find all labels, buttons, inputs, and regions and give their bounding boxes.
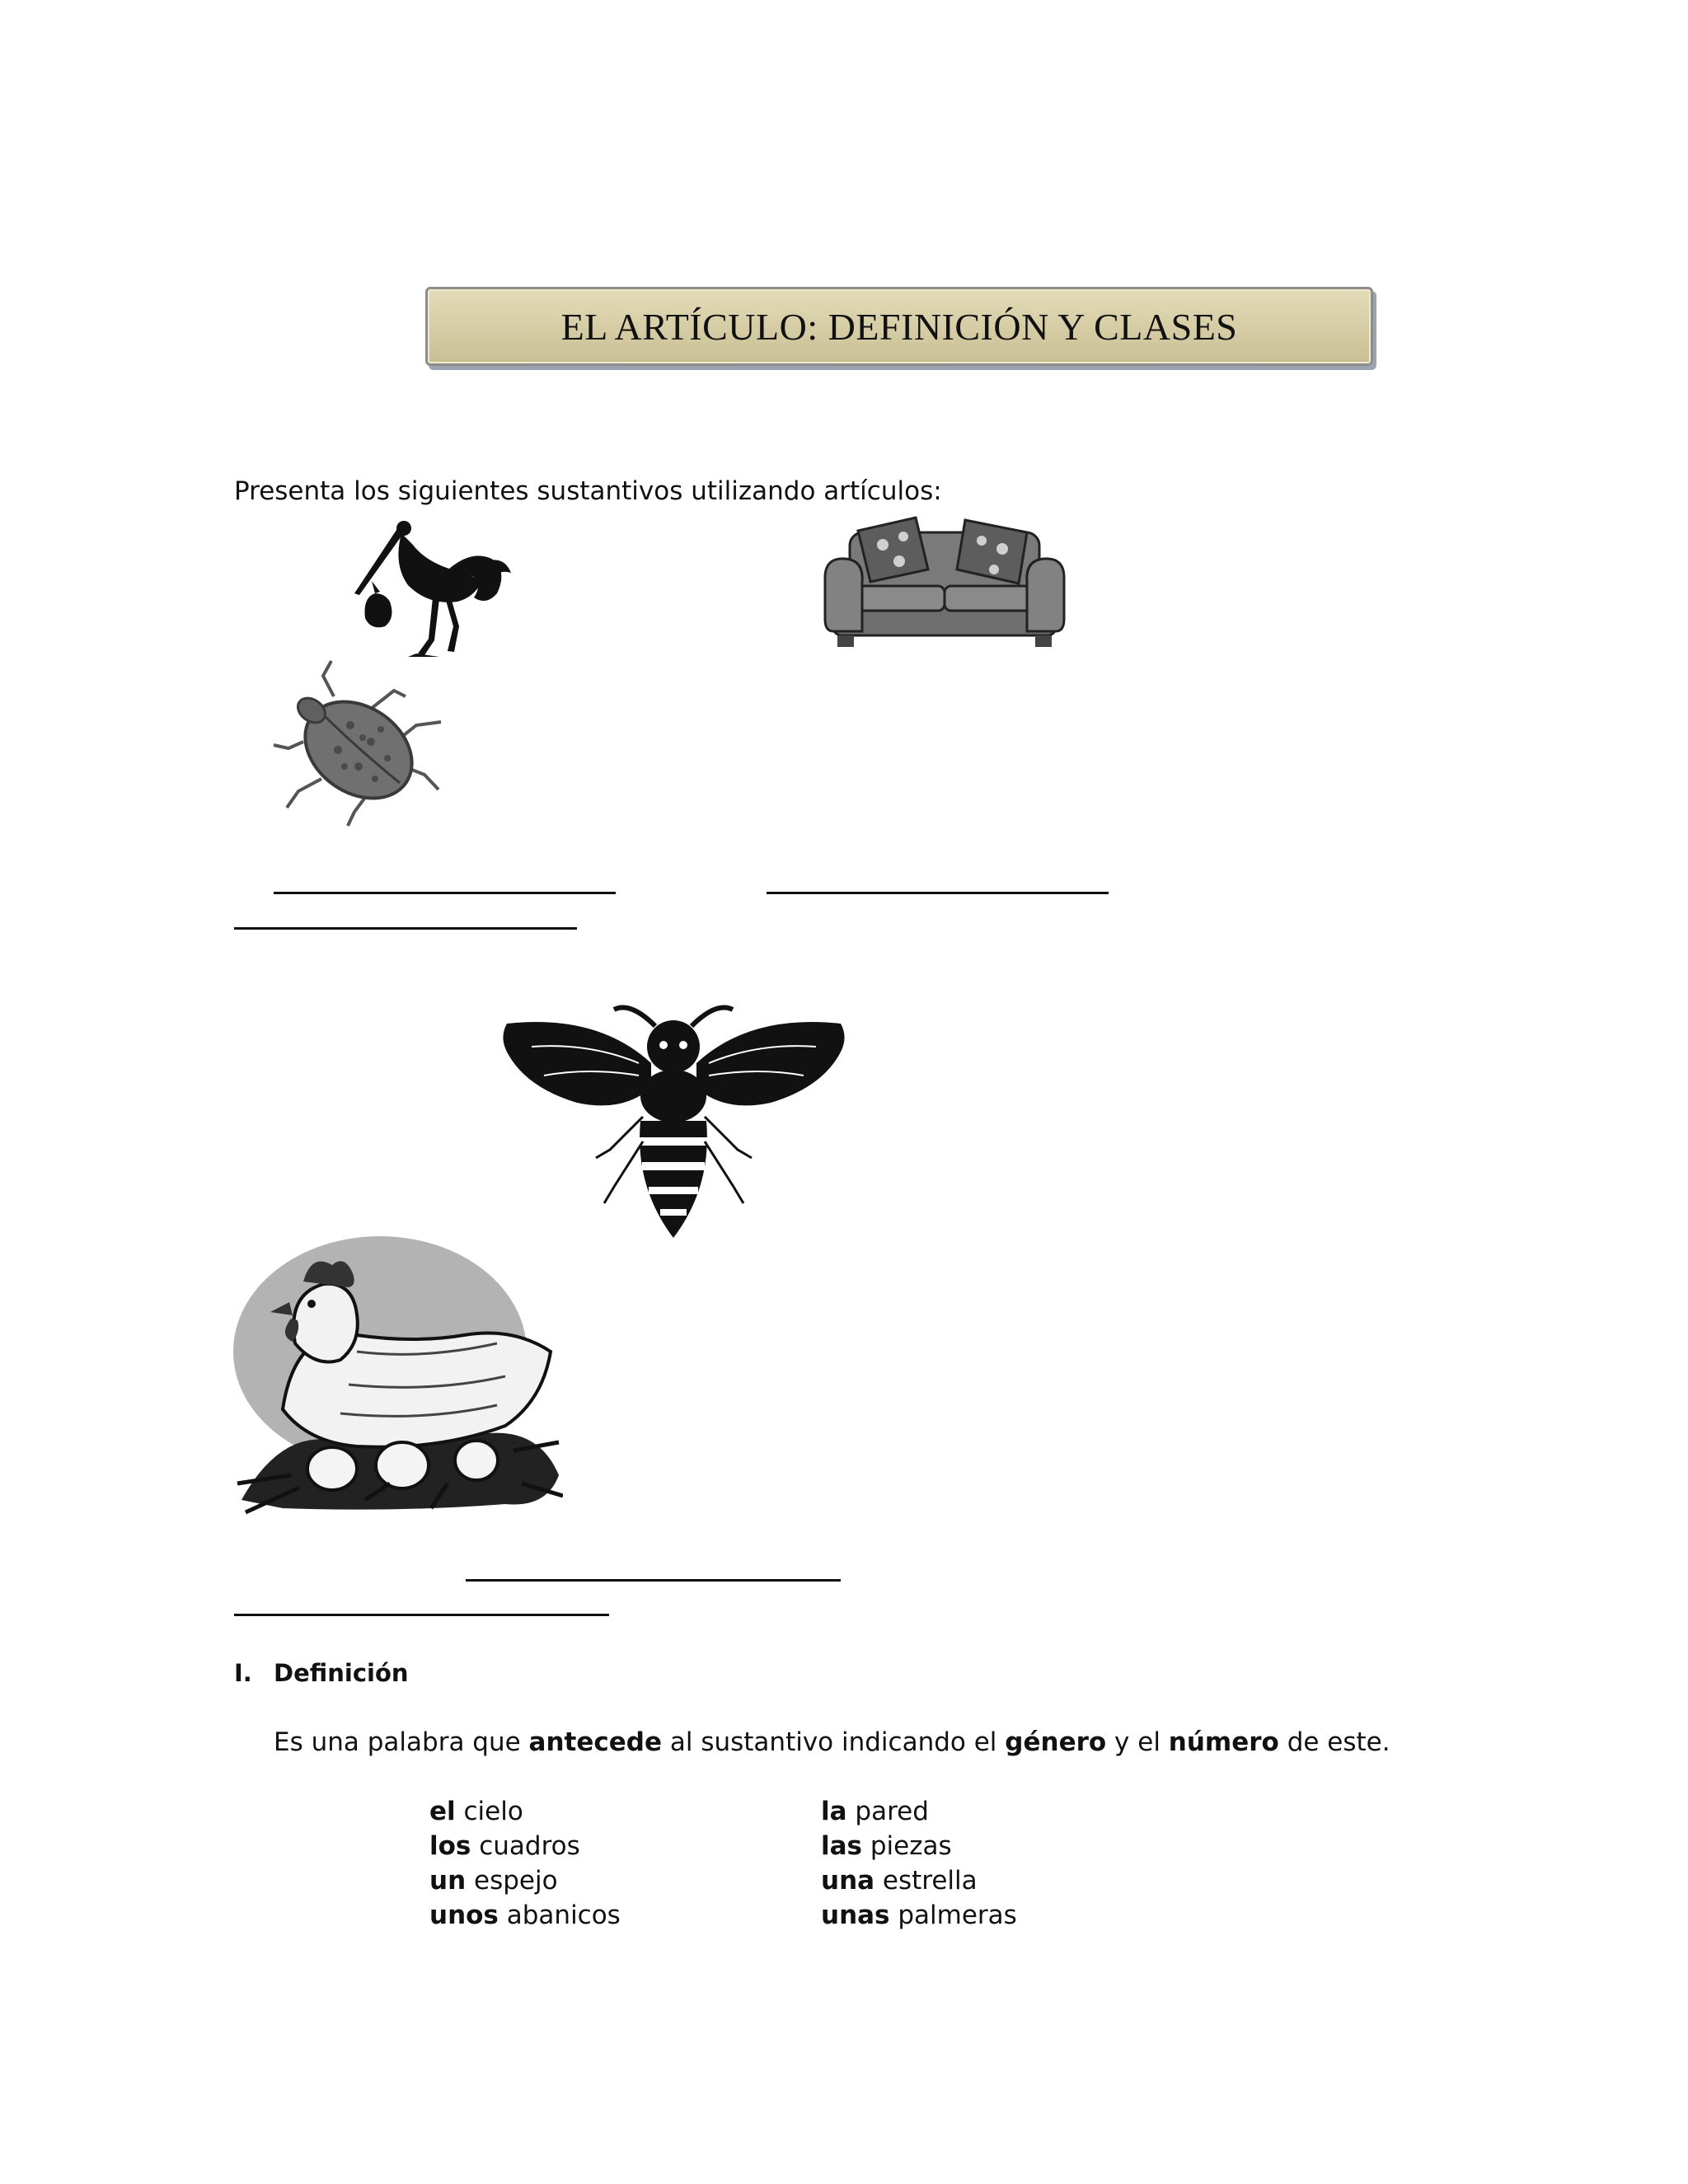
- examples-left-column: [429, 1794, 621, 1933]
- examples-right-column: [821, 1794, 1017, 1933]
- answer-blank-4[interactable]: [466, 1579, 841, 1582]
- bee-image: [499, 997, 849, 1244]
- instruction-text: Presenta los siguientes sustantivos utilizando artículos:: [234, 476, 942, 506]
- answer-blank-1[interactable]: [274, 892, 616, 894]
- section-number: I.: [234, 1659, 252, 1687]
- example-row: unos abanicos: [429, 1900, 621, 1930]
- example-row: un espejo: [429, 1866, 558, 1896]
- example-row: los cuadros: [429, 1831, 580, 1861]
- section-heading: Definición: [274, 1659, 409, 1687]
- answer-blank-5[interactable]: [234, 1614, 609, 1616]
- example-row: una estrella: [821, 1866, 978, 1896]
- example-row: unas palmeras: [821, 1900, 1017, 1930]
- beetle-image: [272, 659, 445, 828]
- hen-image: [233, 1236, 563, 1516]
- sofa-image: [821, 508, 1068, 656]
- page-title: EL ARTÍCULO: DEFINICIÓN Y CLASES: [560, 305, 1238, 348]
- title-banner: [425, 287, 1373, 366]
- example-row: el cielo: [429, 1797, 523, 1826]
- example-row: las piezas: [821, 1831, 952, 1861]
- answer-blank-2[interactable]: [767, 892, 1109, 894]
- stork-image: [350, 515, 515, 659]
- answer-blank-3[interactable]: [234, 927, 577, 930]
- definition-text: Es una palabra que antecede al sustantivo indicando el género y el número de este.: [274, 1727, 1390, 1757]
- example-row: la pared: [821, 1797, 929, 1826]
